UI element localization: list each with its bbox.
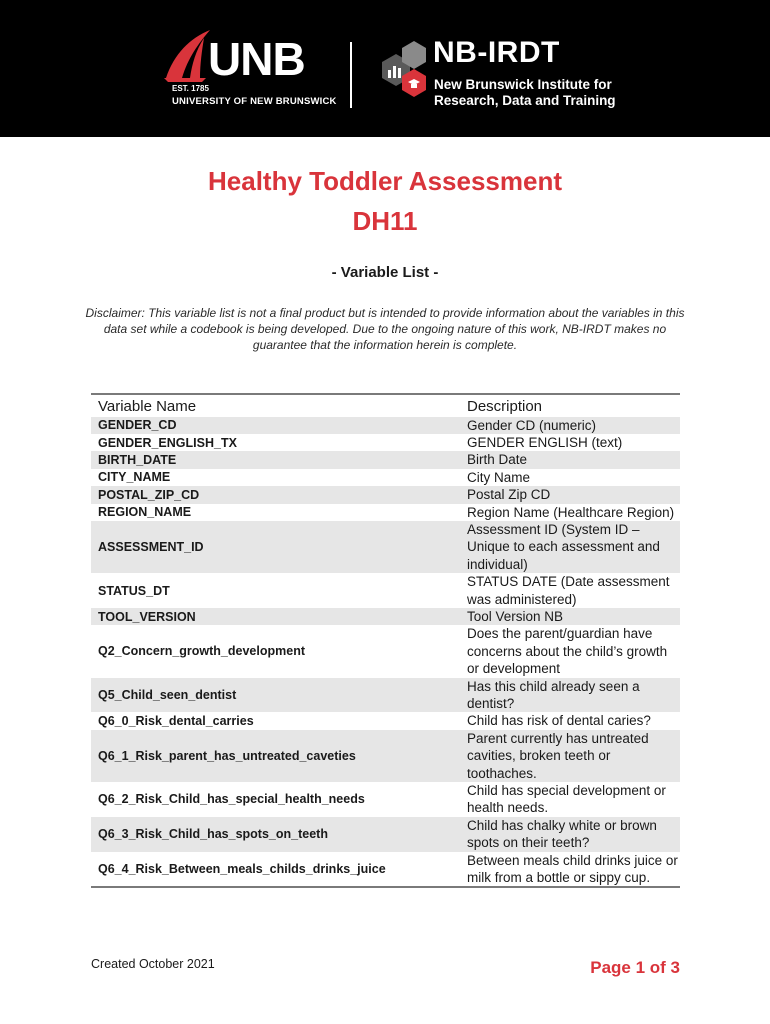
table-row bbox=[91, 712, 680, 729]
table-row bbox=[91, 417, 680, 434]
variable-name-cell: GENDER_ENGLISH_TX bbox=[98, 435, 237, 450]
description-cell: Between meals child drinks juice or milk from a bottle or sippy cup. bbox=[467, 852, 678, 886]
variable-name-cell: TOOL_VERSION bbox=[91, 608, 460, 625]
table-row bbox=[91, 573, 680, 608]
variable-name-cell: Q6_2_Risk_Child_has_special_health_needs bbox=[98, 792, 365, 807]
variable-table-grid bbox=[91, 395, 680, 887]
header-description: Description bbox=[467, 397, 543, 415]
created-date: Created October 2021 bbox=[91, 957, 215, 971]
variable-name-cell: Q5_Child_seen_dentist bbox=[91, 678, 460, 713]
description-cell: STATUS DATE (Date assessment was administered) bbox=[467, 574, 670, 607]
disclaimer: Disclaimer: This variable list is not a final product but is intended to provide information about the variables in this data set while a codebook is being developed. Due to the ongoing nature of this work, NB-IRDT makes no guarantee that the information herein is complete. bbox=[85, 306, 685, 352]
description-cell: Assessment ID (System ID – Unique to each assessment and individual) bbox=[460, 521, 680, 573]
variable-name-cell: BIRTH_DATE bbox=[91, 451, 460, 468]
description-cell: Tool Version NB bbox=[460, 608, 680, 625]
variable-name-cell: CITY_NAME bbox=[98, 470, 171, 485]
variable-name-cell: GENDER_CD bbox=[91, 417, 460, 434]
nbirdt-subtitle-line1: New Brunswick Institute for bbox=[434, 77, 612, 92]
table-header-row bbox=[91, 395, 680, 417]
header-banner bbox=[0, 0, 770, 137]
description-cell: Gender CD (numeric) bbox=[460, 417, 680, 434]
variable-name-cell: Q6_4_Risk_Between_meals_childs_drinks_juice bbox=[98, 862, 386, 877]
description-cell: Child has special development or health needs. bbox=[467, 783, 666, 816]
variable-table bbox=[91, 393, 680, 888]
description-cell: Has this child already seen a dentist? bbox=[460, 678, 680, 713]
nbirdt-subtitle-line2: Research, Data and Training bbox=[434, 93, 616, 108]
description-cell: City Name bbox=[467, 469, 531, 485]
unb-wordmark: UNB bbox=[208, 33, 305, 85]
description-cell: Region Name (Healthcare Region) bbox=[467, 504, 675, 520]
table-row bbox=[91, 625, 680, 677]
description-cell: Child has chalky white or brown spots on their teeth? bbox=[460, 817, 680, 852]
variable-name-cell: Q2_Concern_growth_development bbox=[98, 644, 305, 659]
table-row bbox=[91, 608, 680, 625]
description-cell: GENDER ENGLISH (text) bbox=[467, 434, 623, 450]
table-row bbox=[91, 504, 680, 521]
variable-name-cell: REGION_NAME bbox=[98, 505, 192, 520]
page-number: Page 1 of 3 bbox=[590, 958, 680, 977]
logo-divider bbox=[350, 42, 352, 108]
variable-name-cell: Q6_3_Risk_Child_has_spots_on_teeth bbox=[91, 817, 460, 852]
table-row bbox=[91, 521, 680, 573]
document-code: DH11 bbox=[352, 206, 418, 236]
description-cell: Child has risk of dental caries? bbox=[467, 713, 651, 729]
header-variable-name: Variable Name bbox=[98, 398, 197, 415]
unb-university-name: UNIVERSITY OF NEW BRUNSWICK bbox=[172, 96, 337, 107]
variable-name-cell: ASSESSMENT_ID bbox=[91, 521, 460, 573]
description-cell: Postal Zip CD bbox=[460, 486, 680, 503]
table-bottom-rule bbox=[91, 886, 680, 888]
table-row bbox=[91, 451, 680, 468]
table-row bbox=[91, 486, 680, 503]
nbirdt-wordmark: NB-IRDT bbox=[433, 36, 560, 69]
document-title: Healthy Toddler Assessment bbox=[208, 166, 562, 196]
variable-name-cell: POSTAL_ZIP_CD bbox=[91, 486, 460, 503]
nbirdt-hexagon-icon bbox=[366, 40, 428, 104]
table-row bbox=[91, 678, 680, 713]
document-subtitle: - Variable List - bbox=[331, 264, 439, 281]
unb-logo bbox=[160, 28, 340, 110]
table-row bbox=[91, 730, 680, 782]
table-row bbox=[91, 817, 680, 852]
variable-name-cell: STATUS_DT bbox=[98, 583, 170, 598]
description-cell: Does the parent/guardian have concerns about the child’s growth or development bbox=[467, 626, 668, 677]
table-row bbox=[91, 852, 680, 887]
description-cell: Birth Date bbox=[460, 451, 680, 468]
nbirdt-subtitle bbox=[434, 77, 616, 109]
unb-established: EST. 1785 bbox=[172, 84, 209, 93]
table-row bbox=[91, 469, 680, 486]
variable-name-cell: Q6_1_Risk_parent_has_untreated_caveties bbox=[91, 730, 460, 782]
description-cell: Parent currently has untreated cavities, broken teeth or toothaches. bbox=[460, 730, 680, 782]
variable-name-cell: Q6_0_Risk_dental_carries bbox=[98, 714, 254, 729]
table-row bbox=[91, 782, 680, 817]
table-row bbox=[91, 434, 680, 451]
